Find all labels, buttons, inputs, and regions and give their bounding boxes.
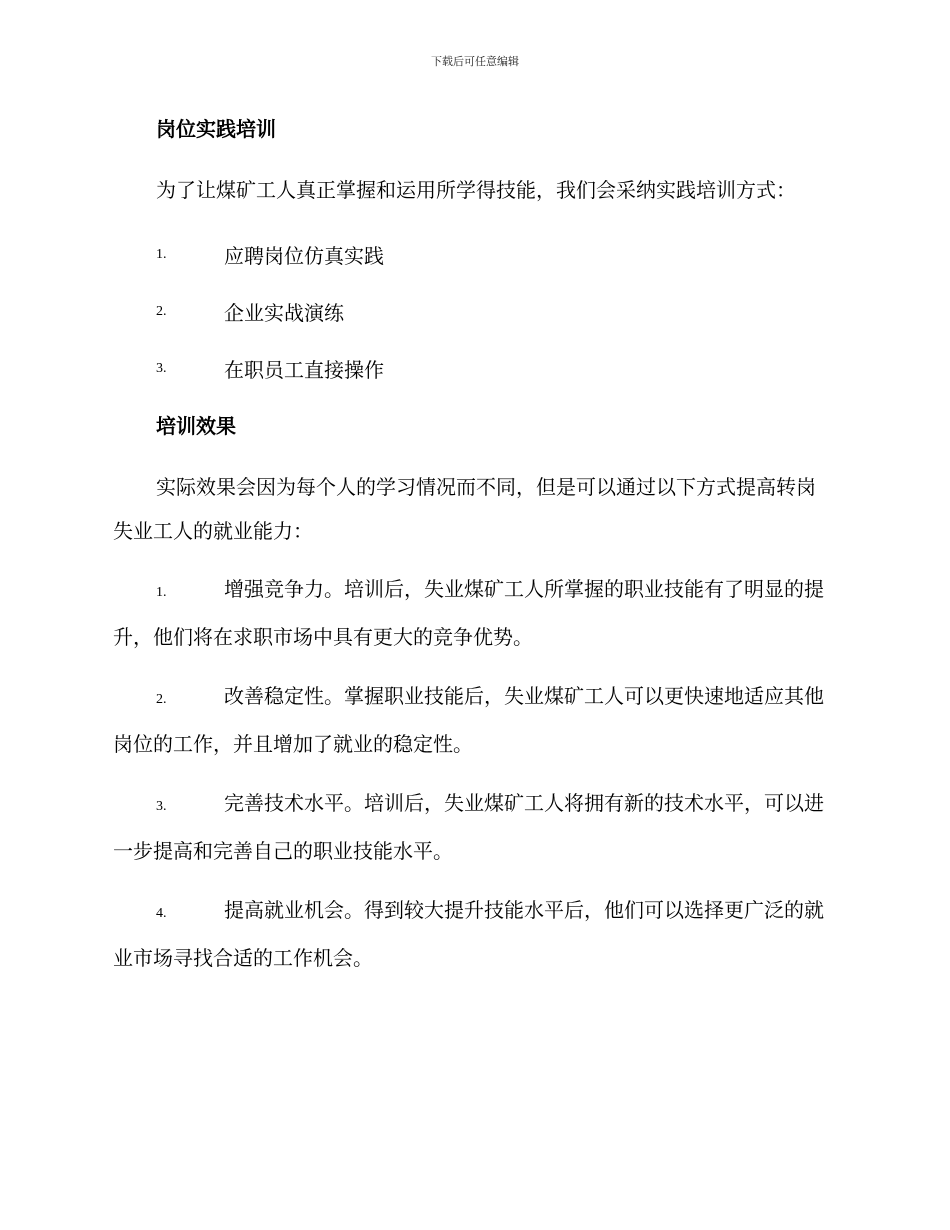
effect-intro-paragraph: 实际效果会因为每个人的学习情况而不同，但是可以通过以下方式提高转岗失业工人的就业能力： [113, 475, 816, 543]
list-item-text: 在职员工直接操作 [224, 358, 384, 382]
list-item-number: 2. [156, 303, 167, 319]
list-item [113, 674, 835, 766]
list-item [113, 283, 835, 340]
list-item-number: 4. [156, 906, 167, 921]
list-item-number: 3. [156, 360, 167, 376]
page-header-note: 下载后可任意编辑 [431, 55, 519, 68]
section-heading-effect: 培训效果 [156, 414, 236, 438]
list-item [113, 888, 835, 980]
list-item [113, 781, 835, 873]
list-item-text: 企业实战演练 [224, 301, 344, 325]
list-item-number: 1. [156, 246, 167, 262]
list-item-number: 3. [156, 799, 167, 814]
list-item [113, 340, 835, 397]
list-item-text: 完善技术水平。培训后，失业煤矿工人将拥有新的技术水平，可以进一步提高和完善自己的职业技能水平。 [113, 791, 824, 863]
list-item-text: 提高就业机会。得到较大提升技能水平后，他们可以选择更广泛的就业市场寻找合适的工作机会。 [113, 898, 824, 970]
list-item-text: 应聘岗位仿真实践 [224, 244, 384, 268]
practice-methods-list [113, 226, 835, 397]
list-item [113, 226, 835, 283]
list-item-number: 1. [156, 585, 167, 600]
section-heading-practice: 岗位实践培训 [156, 117, 276, 141]
list-item-text: 改善稳定性。掌握职业技能后，失业煤矿工人可以更快速地适应其他岗位的工作，并且增加了就业的稳定性。 [113, 684, 824, 756]
list-item-text: 增强竞争力。培训后，失业煤矿工人所掌握的职业技能有了明显的提升，他们将在求职市场中具有更大的竞争优势。 [113, 577, 824, 649]
effect-list [113, 567, 835, 980]
list-item-number: 2. [156, 692, 167, 707]
document-body [113, 112, 835, 995]
practice-intro-paragraph: 为了让煤矿工人真正掌握和运用所学得技能，我们会采纳实践培训方式： [156, 178, 796, 202]
list-item [113, 567, 835, 659]
